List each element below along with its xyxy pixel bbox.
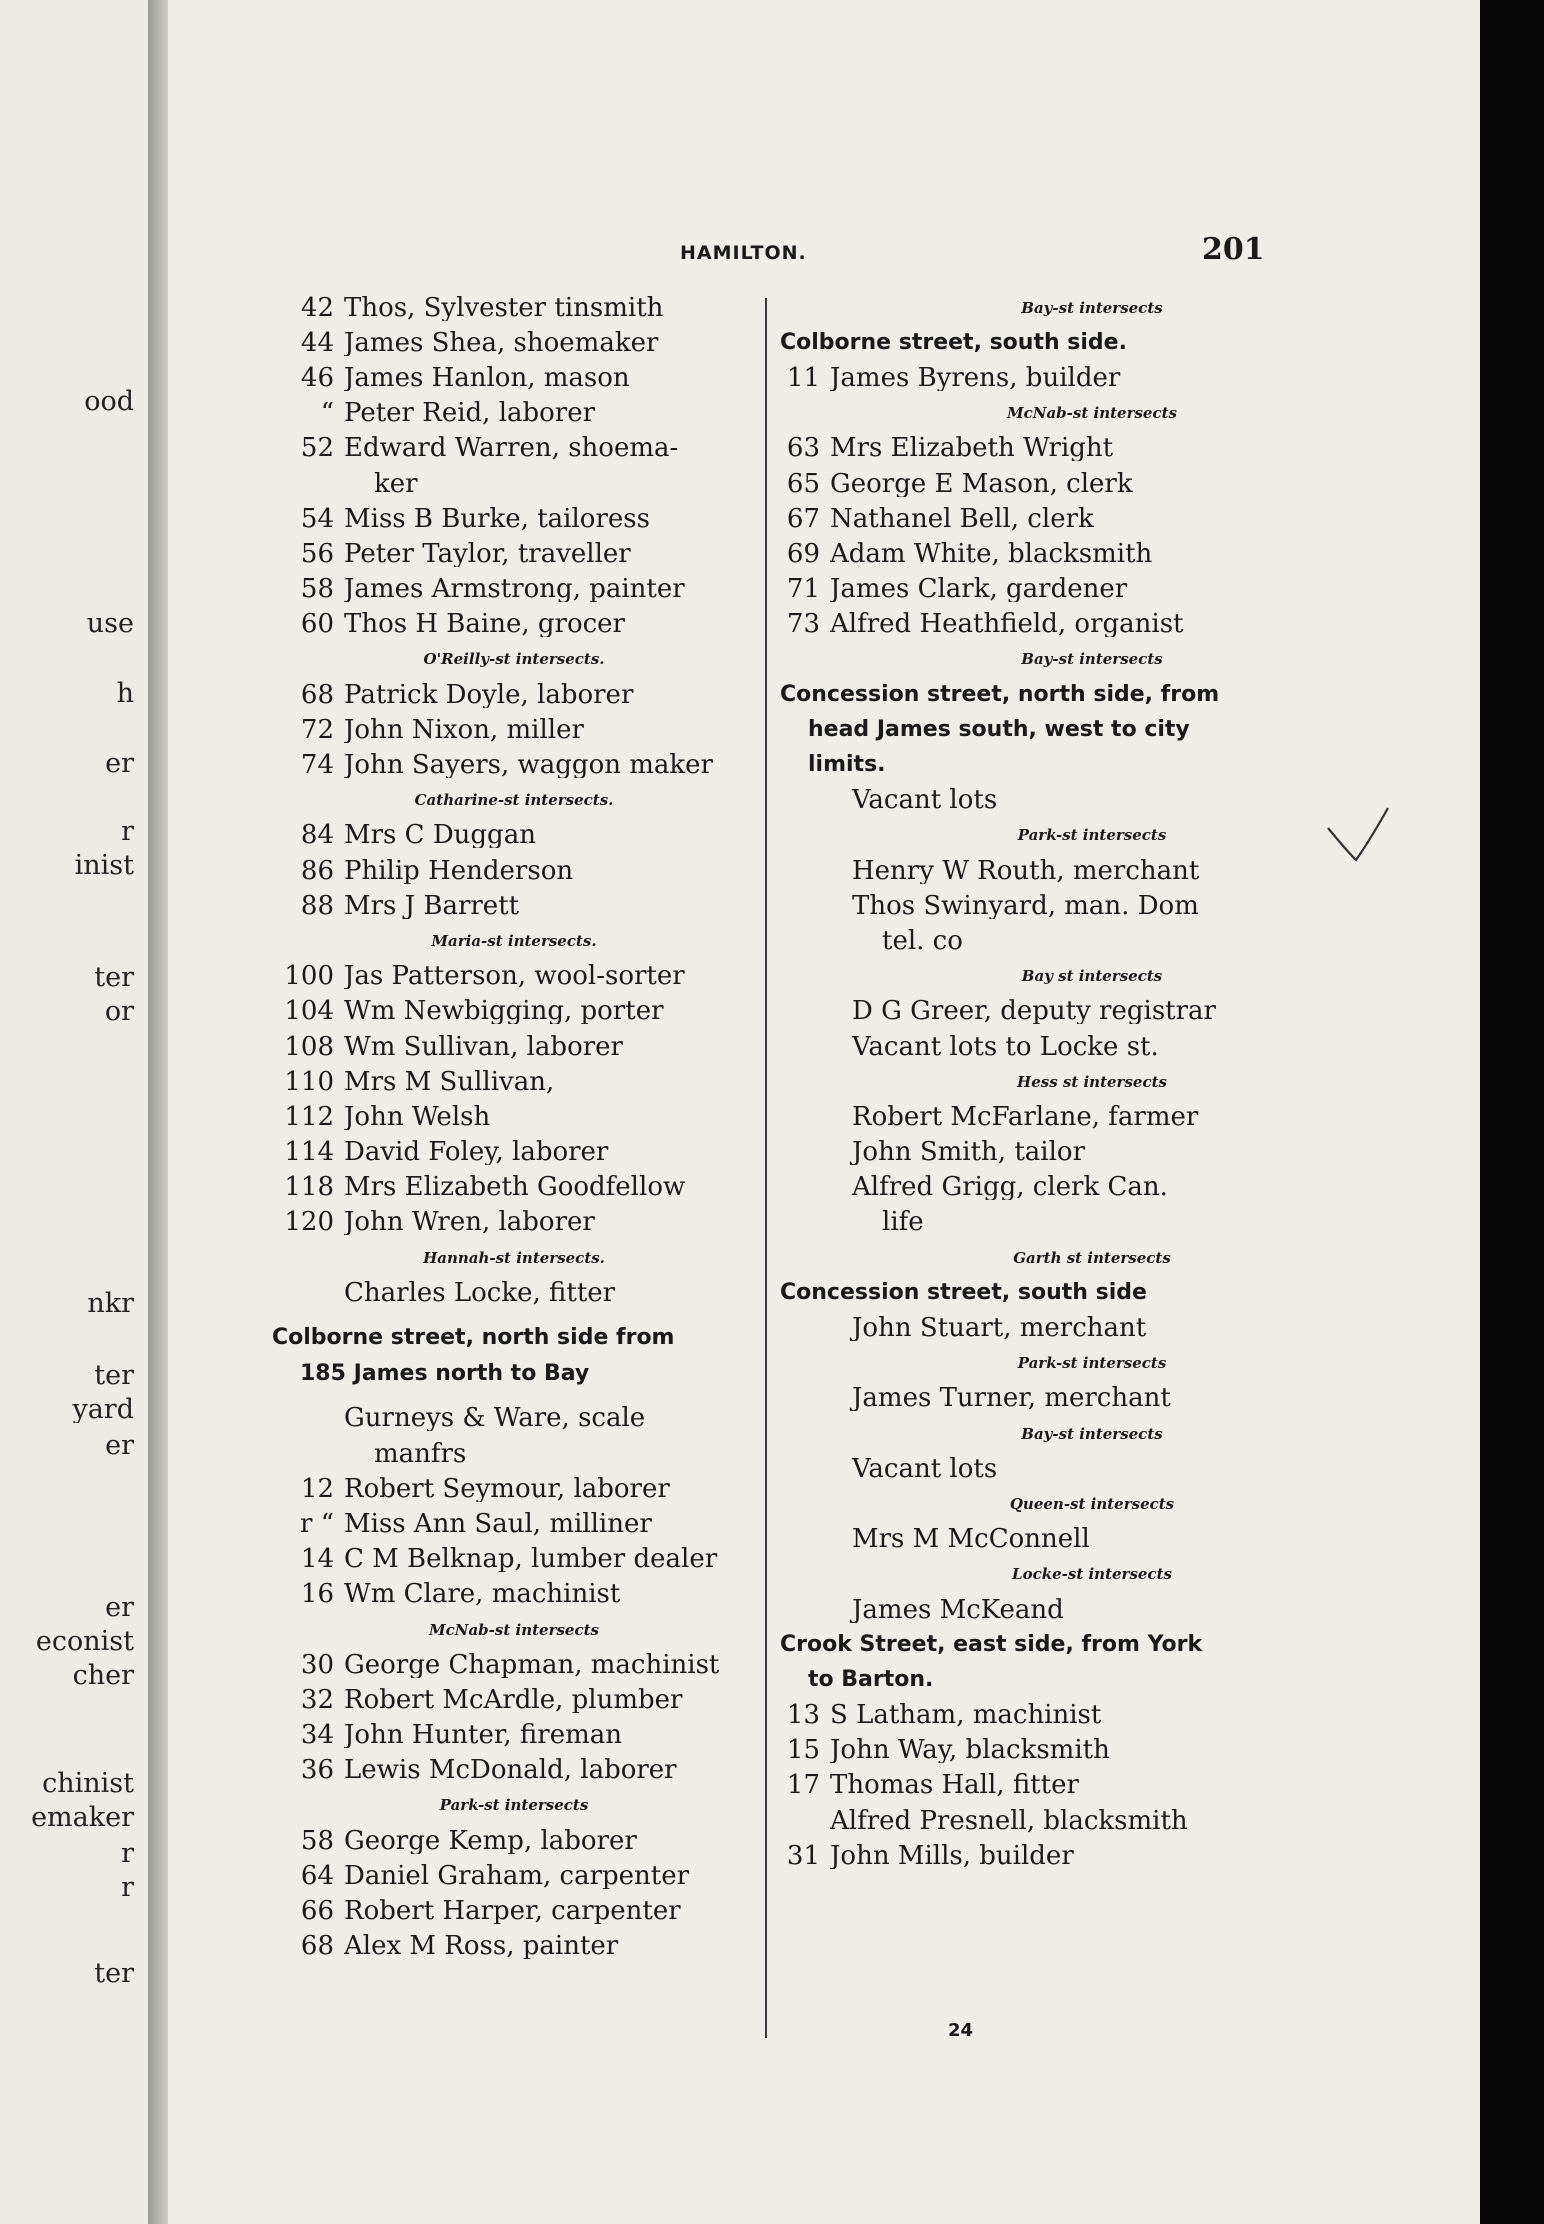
facing-page-fragment: er <box>105 1594 134 1621</box>
facing-page-fragment: chinist <box>42 1770 134 1797</box>
house-number: 104 <box>284 996 334 1027</box>
facing-page-fragment: ter <box>94 1960 134 1987</box>
house-number: 67 <box>786 503 820 534</box>
intersection-note: Bay-st intersects <box>1021 1424 1163 1443</box>
directory-entry <box>772 1838 1412 1873</box>
directory-entry <box>264 888 764 923</box>
facing-page-fragment: use <box>86 610 134 637</box>
resident-text: John Way, blacksmith <box>830 1737 1110 1764</box>
directory-entry <box>772 1135 1412 1170</box>
resident-text: James McKeand <box>852 1596 1064 1623</box>
house-number: 32 <box>300 1684 334 1715</box>
directory-entry <box>264 1718 764 1753</box>
house-number: 66 <box>300 1896 334 1927</box>
resident-text: Patrick Doyle, laborer <box>344 681 634 708</box>
resident-text: Lewis McDonald, laborer <box>344 1757 677 1784</box>
facing-page-fragment: emaker <box>31 1804 134 1831</box>
directory-entry <box>772 783 1412 818</box>
resident-text: Miss B Burke, tailoress <box>344 505 650 532</box>
directory-entry <box>264 1647 764 1682</box>
house-number: r “ <box>300 1508 334 1539</box>
resident-text: John Mills, builder <box>830 1842 1074 1869</box>
resident-text: Peter Reid, laborer <box>344 400 596 427</box>
house-number: 46 <box>300 362 334 393</box>
resident-text: James Hanlon, mason <box>344 364 630 391</box>
house-number: 84 <box>300 820 334 851</box>
house-number: 58 <box>300 574 334 605</box>
street-heading: Colborne street, south side. <box>780 330 1127 356</box>
resident-text: Wm Clare, machinist <box>344 1581 621 1608</box>
resident-text: tel. co <box>882 927 963 954</box>
house-number: 69 <box>786 538 820 569</box>
resident-text: Robert Seymour, laborer <box>344 1475 670 1502</box>
spacer <box>264 1391 764 1401</box>
directory-entry <box>772 1451 1412 1486</box>
directory-entry <box>264 1135 764 1170</box>
house-number: 44 <box>300 327 334 358</box>
directory-entry <box>772 607 1412 642</box>
pencil-check-mark <box>1318 800 1398 880</box>
resident-text: Vacant lots <box>852 787 998 814</box>
facing-page-fragment: cher <box>72 1662 134 1689</box>
intersection-note: Hannah-st intersects. <box>423 1248 605 1267</box>
intersection-note: Park-st intersects <box>1017 826 1167 845</box>
directory-entry <box>264 959 764 994</box>
resident-text: John Sayers, waggon maker <box>344 752 713 779</box>
house-number: 31 <box>786 1840 820 1871</box>
directory-entry <box>264 431 764 466</box>
house-number: 12 <box>300 1473 334 1504</box>
directory-entry <box>772 1522 1412 1557</box>
directory-entry <box>264 1753 764 1788</box>
resident-text: James Shea, shoemaker <box>344 329 659 356</box>
house-number: 14 <box>300 1544 334 1575</box>
house-number: 88 <box>300 890 334 921</box>
street-heading-cont: limits. <box>808 752 886 778</box>
facing-page-fragment: econist <box>35 1628 134 1655</box>
house-number: 118 <box>284 1172 334 1203</box>
resident-text: manfrs <box>374 1440 467 1467</box>
directory-entry <box>264 1577 764 1612</box>
street-heading: Colborne street, north side from <box>272 1325 675 1351</box>
directory-entry <box>772 1205 1412 1240</box>
adjacent-page-strip <box>0 0 148 2224</box>
resident-text: D G Greer, deputy registrar <box>852 998 1216 1025</box>
house-number: 60 <box>300 609 334 640</box>
house-number: 71 <box>786 574 820 605</box>
house-number: 54 <box>300 503 334 534</box>
resident-text: Mrs M Sullivan, <box>344 1068 555 1095</box>
resident-text: Charles Locke, fitter <box>344 1279 616 1306</box>
house-number: 16 <box>300 1579 334 1610</box>
street-heading: Concession street, south side <box>780 1280 1147 1306</box>
directory-entry <box>264 1823 764 1858</box>
resident-text: S Latham, machinist <box>830 1702 1102 1729</box>
directory-entry <box>772 1698 1412 1733</box>
house-number: 114 <box>284 1137 334 1168</box>
spacer <box>264 1310 764 1320</box>
directory-entry <box>264 466 764 501</box>
intersection-note: Catharine-st intersects. <box>414 791 614 810</box>
resident-text: life <box>882 1209 924 1236</box>
intersection-note: Park-st intersects <box>439 1796 589 1815</box>
directory-page <box>168 0 1480 2224</box>
directory-entry <box>772 1803 1412 1838</box>
directory-entry <box>264 1029 764 1064</box>
resident-text: John Nixon, miller <box>344 716 584 743</box>
resident-text: Thomas Hall, fitter <box>830 1772 1079 1799</box>
house-number: 58 <box>300 1825 334 1856</box>
directory-entry <box>772 853 1412 888</box>
facing-page-fragment: r <box>121 1840 134 1867</box>
directory-entry <box>264 677 764 712</box>
intersection-note: Queen-st intersects <box>1009 1494 1175 1513</box>
resident-text: Thos, Sylvester tinsmith <box>344 294 664 321</box>
resident-text: Alex M Ross, painter <box>344 1933 619 1960</box>
resident-text: Wm Sullivan, laborer <box>344 1033 623 1060</box>
directory-entry <box>264 994 764 1029</box>
resident-text: John Wren, laborer <box>344 1209 595 1236</box>
directory-entry <box>772 1170 1412 1205</box>
directory-entry <box>264 396 764 431</box>
resident-text: James Armstrong, painter <box>344 576 685 603</box>
left-column <box>264 290 764 2050</box>
directory-entry <box>264 712 764 747</box>
page-gutter <box>148 0 168 2224</box>
directory-entry <box>772 536 1412 571</box>
resident-text: Vacant lots to Locke st. <box>852 1033 1159 1060</box>
directory-entry <box>264 325 764 360</box>
house-number: 68 <box>300 1931 334 1962</box>
facing-page-fragment: inist <box>74 852 134 879</box>
directory-entry <box>264 1064 764 1099</box>
resident-text: Wm Newbigging, porter <box>344 998 664 1025</box>
facing-page-fragment: nkr <box>87 1290 134 1317</box>
house-number: 108 <box>284 1031 334 1062</box>
resident-text: Robert McFarlane, farmer <box>852 1103 1199 1130</box>
house-number: 42 <box>300 292 334 323</box>
intersection-note: Garth st intersects <box>1013 1248 1171 1267</box>
directory-entry <box>772 1381 1412 1416</box>
resident-text: John Stuart, merchant <box>852 1315 1147 1342</box>
resident-text: John Hunter, fireman <box>344 1722 622 1749</box>
directory-entry <box>264 1275 764 1310</box>
directory-entry <box>772 994 1412 1029</box>
directory-entry <box>772 1099 1412 1134</box>
directory-entry <box>264 1436 764 1471</box>
directory-entry <box>772 431 1412 466</box>
facing-page-fragment: er <box>105 1432 134 1459</box>
resident-text: Alfred Presnell, blacksmith <box>830 1807 1188 1834</box>
intersection-note: O'Reilly-st intersects. <box>423 650 605 669</box>
house-number: 13 <box>786 1700 820 1731</box>
street-heading-cont: head James south, west to city <box>808 717 1190 743</box>
intersection-note: Maria-st intersects. <box>431 931 597 950</box>
directory-entry <box>264 360 764 395</box>
column-rule <box>765 298 767 2038</box>
house-number: 72 <box>300 714 334 745</box>
directory-entry <box>264 853 764 888</box>
house-number: 74 <box>300 750 334 781</box>
directory-entry <box>264 747 764 782</box>
directory-entry <box>264 1170 764 1205</box>
directory-entry <box>264 1205 764 1240</box>
house-number: 15 <box>786 1735 820 1766</box>
facing-page-fragment: h <box>116 680 134 707</box>
resident-text: Gurneys & Ware, scale <box>344 1405 646 1432</box>
resident-text: Robert Harper, carpenter <box>344 1898 681 1925</box>
directory-entry <box>264 1929 764 1964</box>
intersection-note: Bay-st intersects <box>1021 298 1163 317</box>
directory-entry <box>264 1542 764 1577</box>
directory-entry <box>772 572 1412 607</box>
facing-page-fragment: ter <box>94 1362 134 1389</box>
resident-text: C M Belknap, lumber dealer <box>344 1546 718 1573</box>
house-number: 30 <box>300 1649 334 1680</box>
intersection-note: Bay-st intersects <box>1021 650 1163 669</box>
house-number: 63 <box>786 433 820 464</box>
street-heading: Crook Street, east side, from York <box>780 1632 1203 1658</box>
intersection-note: Bay st intersects <box>1021 967 1163 986</box>
signature-mark: 24 <box>948 2020 974 2041</box>
resident-text: Daniel Graham, carpenter <box>344 1862 690 1889</box>
intersection-note: McNab-st intersects <box>1007 404 1177 423</box>
resident-text: Mrs J Barrett <box>344 892 520 919</box>
facing-page-fragment: or <box>104 998 134 1025</box>
directory-entry <box>772 888 1412 923</box>
house-number: 65 <box>786 468 820 499</box>
resident-text: Alfred Grigg, clerk Can. <box>852 1174 1168 1201</box>
resident-text: George Chapman, machinist <box>344 1651 720 1678</box>
facing-page-fragment: r <box>121 818 134 845</box>
resident-text: Nathanel Bell, clerk <box>830 505 1094 532</box>
house-number: 52 <box>300 433 334 464</box>
directory-entry <box>772 1029 1412 1064</box>
house-number: “ <box>320 398 334 429</box>
directory-entry <box>772 466 1412 501</box>
resident-text: James Turner, merchant <box>852 1385 1171 1412</box>
resident-text: Peter Taylor, traveller <box>344 540 631 567</box>
intersection-note: Locke-st intersects <box>1012 1565 1172 1584</box>
resident-text: Thos H Baine, grocer <box>344 611 625 638</box>
house-number: 36 <box>300 1755 334 1786</box>
resident-text: Thos Swinyard, man. Dom <box>852 892 1199 919</box>
resident-text: Jas Patterson, wool-sorter <box>344 963 685 990</box>
resident-text: David Foley, laborer <box>344 1139 609 1166</box>
page-number: 201 <box>1202 232 1265 267</box>
page-header <box>168 232 1480 268</box>
house-number: 86 <box>300 855 334 886</box>
directory-entry <box>772 1592 1412 1627</box>
house-number: 120 <box>284 1207 334 1238</box>
facing-page-fragment: ood <box>84 388 134 415</box>
directory-entry <box>264 290 764 325</box>
house-number: 110 <box>284 1066 334 1097</box>
facing-page-fragment: ter <box>94 964 134 991</box>
resident-text: Adam White, blacksmith <box>830 540 1153 567</box>
scan-border <box>1480 0 1544 2224</box>
resident-text: ker <box>374 470 418 497</box>
right-column <box>772 290 1412 2050</box>
house-number: 56 <box>300 538 334 569</box>
directory-entry <box>264 501 764 536</box>
directory-entry <box>264 572 764 607</box>
directory-entry <box>264 607 764 642</box>
resident-text: Robert McArdle, plumber <box>344 1686 683 1713</box>
resident-text: Mrs M McConnell <box>852 1526 1090 1553</box>
directory-entry <box>264 1858 764 1893</box>
directory-entry <box>772 923 1412 958</box>
resident-text: Mrs C Duggan <box>344 822 536 849</box>
resident-text: Henry W Routh, merchant <box>852 857 1200 884</box>
resident-text: George Kemp, laborer <box>344 1827 637 1854</box>
directory-entry <box>264 1893 764 1928</box>
resident-text: Philip Henderson <box>344 857 574 884</box>
facing-page-fragment: er <box>105 750 134 777</box>
resident-text: Miss Ann Saul, milliner <box>344 1510 652 1537</box>
directory-entry <box>772 501 1412 536</box>
house-number: 73 <box>786 609 820 640</box>
directory-entry <box>264 1506 764 1541</box>
house-number: 68 <box>300 679 334 710</box>
street-heading: Concession street, north side, from <box>780 682 1220 708</box>
facing-page-fragment: r <box>121 1874 134 1901</box>
house-number: 64 <box>300 1860 334 1891</box>
directory-entry <box>264 1401 764 1436</box>
resident-text: Mrs Elizabeth Goodfellow <box>344 1174 686 1201</box>
resident-text: John Welsh <box>344 1103 491 1130</box>
intersection-note: McNab-st intersects <box>429 1620 599 1639</box>
intersection-note: Hess st intersects <box>1017 1072 1167 1091</box>
directory-entry <box>264 536 764 571</box>
directory-entry <box>772 1733 1412 1768</box>
street-heading-cont: to Barton. <box>808 1667 934 1693</box>
house-number: 17 <box>786 1770 820 1801</box>
house-number: 34 <box>300 1720 334 1751</box>
resident-text: George E Mason, clerk <box>830 470 1133 497</box>
directory-entry <box>264 1471 764 1506</box>
directory-entry <box>264 1682 764 1717</box>
running-head: HAMILTON. <box>680 242 807 264</box>
resident-text: James Clark, gardener <box>830 576 1128 603</box>
intersection-note: Park-st intersects <box>1017 1354 1167 1373</box>
facing-page-fragment: yard <box>72 1396 134 1423</box>
house-number: 100 <box>284 961 334 992</box>
house-number: 112 <box>284 1101 334 1132</box>
house-number: 11 <box>786 362 820 393</box>
resident-text: Edward Warren, shoema- <box>344 435 679 462</box>
directory-entry <box>772 1310 1412 1345</box>
resident-text: James Byrens, builder <box>830 364 1121 391</box>
resident-text: John Smith, tailor <box>852 1139 1085 1166</box>
directory-entry <box>264 1099 764 1134</box>
directory-entry <box>772 360 1412 395</box>
resident-text: Vacant lots <box>852 1455 998 1482</box>
directory-entry <box>772 1768 1412 1803</box>
resident-text: Mrs Elizabeth Wright <box>830 435 1114 462</box>
directory-entry <box>264 818 764 853</box>
street-heading-cont: 185 James north to Bay <box>300 1360 590 1386</box>
resident-text: Alfred Heathfield, organist <box>830 611 1184 638</box>
